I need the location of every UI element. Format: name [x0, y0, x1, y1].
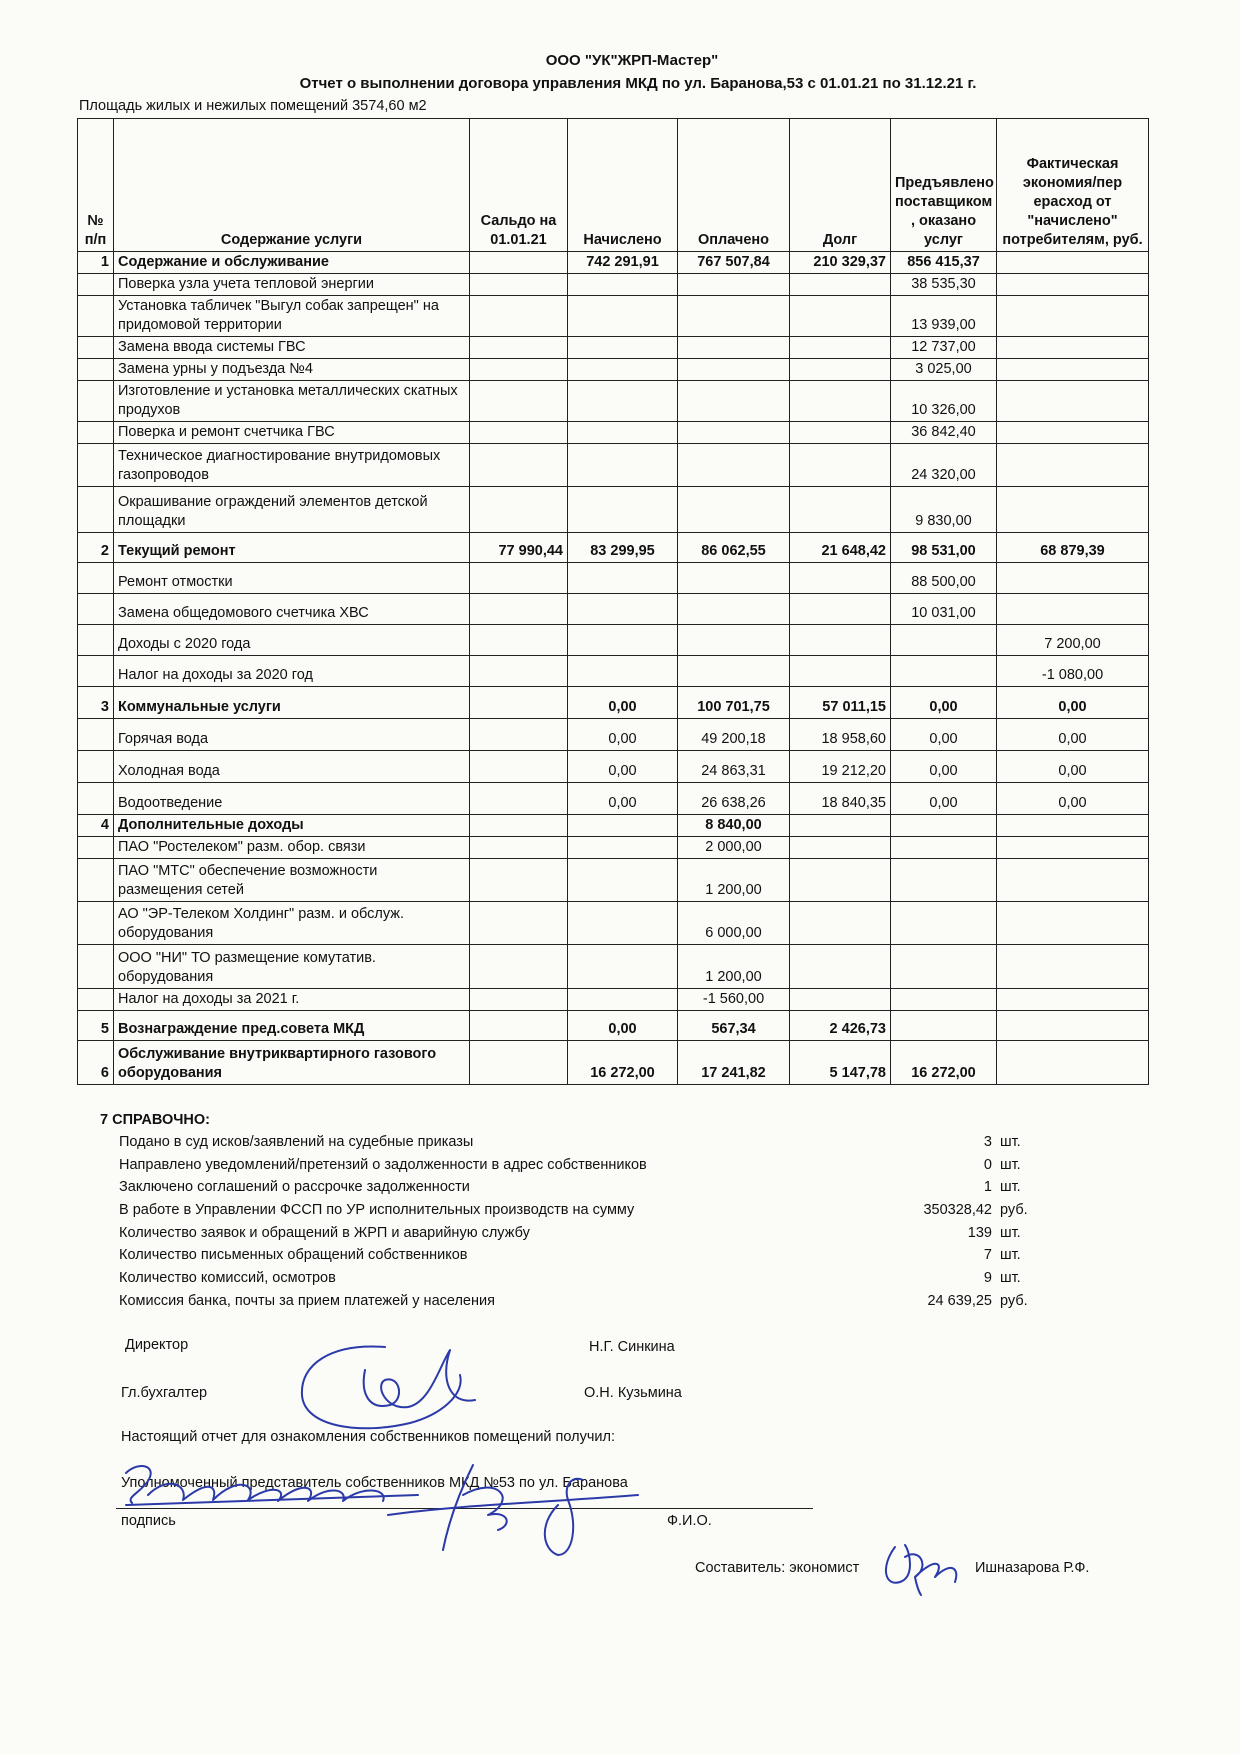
row-saving: [997, 859, 1149, 902]
row-service: Холодная вода: [114, 751, 470, 783]
row-balance: [470, 252, 568, 274]
row-debt: 21 648,42: [790, 533, 891, 563]
row-service: ПАО "МТС" обеспечение возможности размещения сетей: [114, 859, 470, 902]
row-debt: [790, 563, 891, 594]
row-presented: [891, 837, 997, 859]
row-debt: 19 212,20: [790, 751, 891, 783]
table-row: [78, 296, 1149, 337]
row-balance: [470, 563, 568, 594]
row-balance: [470, 815, 568, 837]
row-charged: [568, 274, 678, 296]
row-num: [78, 859, 114, 902]
row-saving: [997, 274, 1149, 296]
compiler-signature: [875, 1537, 965, 1597]
row-balance: [470, 487, 568, 533]
row-paid: 6 000,00: [678, 902, 790, 945]
fio-label: Ф.И.О.: [667, 1513, 712, 1529]
row-debt: [790, 381, 891, 422]
row-balance: [470, 594, 568, 625]
report-title: Отчет о выполнении договора управления МКД по ул. Баранова,53 с 01.01.21 по 31.12.21 г.: [299, 75, 977, 92]
table-row: [78, 533, 1149, 563]
table-row: [78, 687, 1149, 719]
row-balance: [470, 751, 568, 783]
table-row: [78, 902, 1149, 945]
row-service: Ремонт отмостки: [114, 563, 470, 594]
row-charged: [568, 337, 678, 359]
col-header-debt: Долг: [790, 119, 891, 252]
row-balance: [470, 296, 568, 337]
row-debt: [790, 594, 891, 625]
row-debt: 5 147,78: [790, 1041, 891, 1085]
reference-label: Комиссия банка, почты за прием платежей у населения: [119, 1292, 495, 1309]
row-paid: 100 701,75: [678, 687, 790, 719]
reference-unit: шт.: [1000, 1179, 1021, 1196]
row-charged: [568, 296, 678, 337]
row-balance: [470, 274, 568, 296]
reference-unit: шт.: [1000, 1270, 1021, 1287]
row-paid: [678, 625, 790, 656]
row-presented: 13 939,00: [891, 296, 997, 337]
row-presented: 12 737,00: [891, 337, 997, 359]
row-paid: [678, 563, 790, 594]
row-service: Замена общедомового счетчика ХВС: [114, 594, 470, 625]
row-service: Техническое диагностирование внутридомовых газопроводов: [114, 444, 470, 487]
table-row: [78, 837, 1149, 859]
row-saving: 0,00: [997, 687, 1149, 719]
row-balance: [470, 656, 568, 687]
reference-value: 7: [983, 1247, 992, 1264]
row-num: [78, 656, 114, 687]
row-debt: 57 011,15: [790, 687, 891, 719]
row-presented: 88 500,00: [891, 563, 997, 594]
row-num: 3: [78, 687, 114, 719]
row-charged: 0,00: [568, 687, 678, 719]
row-num: [78, 751, 114, 783]
row-debt: [790, 815, 891, 837]
col-header-service: Содержание услуги: [114, 119, 470, 252]
row-charged: [568, 487, 678, 533]
row-num: [78, 719, 114, 751]
row-num: 6: [78, 1041, 114, 1085]
table-row: [78, 625, 1149, 656]
row-balance: [470, 1011, 568, 1041]
row-charged: [568, 422, 678, 444]
table-row: [78, 859, 1149, 902]
reference-label: Количество заявок и обращений в ЖРП и аварийную службу: [119, 1224, 530, 1241]
row-service: Текущий ремонт: [114, 533, 470, 563]
row-saving: -1 080,00: [997, 656, 1149, 687]
row-saving: [997, 422, 1149, 444]
row-saving: [997, 487, 1149, 533]
table-row: [78, 337, 1149, 359]
row-service: Налог на доходы за 2020 год: [114, 656, 470, 687]
row-service: Доходы с 2020 года: [114, 625, 470, 656]
row-debt: [790, 945, 891, 989]
compiler-label: Составитель: экономист: [695, 1560, 860, 1576]
row-saving: [997, 444, 1149, 487]
row-num: [78, 296, 114, 337]
table-row: [78, 945, 1149, 989]
row-presented: 10 031,00: [891, 594, 997, 625]
row-service: Окрашивание ограждений элементов детской площадки: [114, 487, 470, 533]
reference-label: Количество комиссий, осмотров: [119, 1270, 336, 1287]
reference-unit: руб.: [1000, 1292, 1028, 1309]
row-presented: [891, 859, 997, 902]
row-service: АО "ЭР-Телеком Холдинг" разм. и обслуж. оборудования: [114, 902, 470, 945]
row-debt: [790, 902, 891, 945]
row-balance: 77 990,44: [470, 533, 568, 563]
reference-label: Количество письменных обращений собственников: [119, 1247, 468, 1264]
table-row: [78, 422, 1149, 444]
row-service: Коммунальные услуги: [114, 687, 470, 719]
row-balance: [470, 444, 568, 487]
row-charged: 742 291,91: [568, 252, 678, 274]
row-num: [78, 625, 114, 656]
table-row: [78, 359, 1149, 381]
row-balance: [470, 989, 568, 1011]
row-paid: 767 507,84: [678, 252, 790, 274]
row-saving: [997, 563, 1149, 594]
table-row: [78, 487, 1149, 533]
row-debt: [790, 444, 891, 487]
row-charged: [568, 989, 678, 1011]
col-header-num: № п/п: [78, 119, 114, 252]
row-saving: [997, 594, 1149, 625]
row-presented: 16 272,00: [891, 1041, 997, 1085]
row-balance: [470, 625, 568, 656]
row-charged: 0,00: [568, 1011, 678, 1041]
row-debt: 18 840,35: [790, 783, 891, 815]
report-table-body: [78, 252, 1149, 1085]
row-saving: [997, 1041, 1149, 1085]
row-saving: [997, 359, 1149, 381]
table-row: [78, 751, 1149, 783]
row-charged: [568, 837, 678, 859]
reference-item: [100, 1225, 1060, 1248]
row-charged: [568, 815, 678, 837]
reference-label: Подано в суд исков/заявлений на судебные приказы: [119, 1134, 474, 1150]
row-num: 4: [78, 815, 114, 837]
received-note: Настоящий отчет для ознакомления собственников помещений получил:: [121, 1429, 616, 1445]
row-charged: [568, 359, 678, 381]
row-paid: 49 200,18: [678, 719, 790, 751]
accountant-signature: [290, 1335, 490, 1445]
row-balance: [470, 337, 568, 359]
row-paid: [678, 296, 790, 337]
row-charged: [568, 945, 678, 989]
row-saving: 68 879,39: [997, 533, 1149, 563]
table-row: [78, 444, 1149, 487]
row-service: Водоотведение: [114, 783, 470, 815]
row-paid: -1 560,00: [678, 989, 790, 1011]
row-service: Установка табличек "Выгул собак запрещен" на придомовой территории: [114, 296, 470, 337]
reference-unit: руб.: [1000, 1202, 1028, 1219]
table-row: [78, 989, 1149, 1011]
row-paid: [678, 337, 790, 359]
director-name: Н.Г. Синкина: [589, 1339, 675, 1355]
row-num: 2: [78, 533, 114, 563]
row-paid: [678, 444, 790, 487]
row-num: 1: [78, 252, 114, 274]
row-service: ООО "НИ" ТО размещение комутатив. оборудования: [114, 945, 470, 989]
reference-unit: шт.: [1000, 1134, 1021, 1150]
reference-label: Заключено соглашений о рассрочке задолженности: [119, 1179, 470, 1196]
row-balance: [470, 381, 568, 422]
row-paid: 86 062,55: [678, 533, 790, 563]
company-name: ООО "УК"ЖРП-Мастер": [545, 52, 719, 69]
table-row: [78, 656, 1149, 687]
reference-value: 0: [983, 1156, 992, 1173]
report-table: [77, 118, 1149, 1085]
reference-value: 3: [983, 1134, 992, 1150]
reference-value: 1: [983, 1179, 992, 1196]
row-presented: [891, 656, 997, 687]
row-debt: [790, 859, 891, 902]
row-service: Дополнительные доходы: [114, 815, 470, 837]
table-row: [78, 1041, 1149, 1085]
reference-list: [100, 1134, 1060, 1316]
col-header-charged: Начислено: [568, 119, 678, 252]
row-num: [78, 563, 114, 594]
row-num: [78, 359, 114, 381]
row-num: [78, 381, 114, 422]
row-num: 5: [78, 1011, 114, 1041]
reference-item: [100, 1293, 1060, 1316]
row-saving: 0,00: [997, 719, 1149, 751]
row-balance: [470, 837, 568, 859]
row-balance: [470, 859, 568, 902]
col-header-saving: Фактическая экономия/пер ерасход от "начислено" потребителям, руб.: [997, 119, 1149, 252]
reference-value: 24 639,25: [927, 1292, 992, 1309]
row-presented: 98 531,00: [891, 533, 997, 563]
row-paid: [678, 274, 790, 296]
row-presented: [891, 1011, 997, 1041]
row-presented: 24 320,00: [891, 444, 997, 487]
col-header-paid: Оплачено: [678, 119, 790, 252]
row-num: [78, 274, 114, 296]
row-num: [78, 337, 114, 359]
accountant-label: Гл.бухгалтер: [121, 1385, 208, 1401]
reference-unit: шт.: [1000, 1224, 1021, 1241]
reference-title: 7 СПРАВОЧНО:: [100, 1112, 211, 1128]
row-presented: [891, 815, 997, 837]
row-balance: [470, 945, 568, 989]
row-debt: 18 958,60: [790, 719, 891, 751]
row-paid: 1 200,00: [678, 859, 790, 902]
row-charged: [568, 594, 678, 625]
row-balance: [470, 359, 568, 381]
row-saving: 0,00: [997, 783, 1149, 815]
reference-item: [100, 1134, 1060, 1157]
compiler-name: Ишназарова Р.Ф.: [975, 1560, 1090, 1576]
table-row: [78, 815, 1149, 837]
row-num: [78, 837, 114, 859]
representative-signature: [118, 1455, 778, 1565]
row-debt: [790, 837, 891, 859]
sign-label: подпись: [121, 1513, 176, 1529]
row-service: Замена урны у подъезда №4: [114, 359, 470, 381]
reference-unit: шт.: [1000, 1247, 1021, 1264]
reference-item: [100, 1247, 1060, 1270]
row-balance: [470, 687, 568, 719]
row-saving: [997, 837, 1149, 859]
row-presented: 856 415,37: [891, 252, 997, 274]
row-debt: [790, 989, 891, 1011]
director-label: Директор: [125, 1337, 189, 1353]
row-debt: [790, 359, 891, 381]
row-saving: [997, 337, 1149, 359]
row-paid: [678, 487, 790, 533]
row-debt: 210 329,37: [790, 252, 891, 274]
row-saving: [997, 296, 1149, 337]
row-presented: 38 535,30: [891, 274, 997, 296]
row-balance: [470, 1041, 568, 1085]
row-service: Содержание и обслуживание: [114, 252, 470, 274]
row-saving: [997, 252, 1149, 274]
table-row: [78, 381, 1149, 422]
row-presented: 0,00: [891, 687, 997, 719]
reference-item: [100, 1179, 1060, 1202]
row-saving: [997, 815, 1149, 837]
reference-label: В работе в Управлении ФССП по УР исполнительных производств на сумму: [119, 1202, 635, 1219]
row-presented: 10 326,00: [891, 381, 997, 422]
row-balance: [470, 902, 568, 945]
reference-item: [100, 1270, 1060, 1293]
reference-unit: шт.: [1000, 1156, 1021, 1173]
row-num: [78, 783, 114, 815]
row-presented: [891, 945, 997, 989]
row-service: Горячая вода: [114, 719, 470, 751]
row-saving: 7 200,00: [997, 625, 1149, 656]
row-paid: 26 638,26: [678, 783, 790, 815]
area-note: Площадь жилых и нежилых помещений 3574,60 м2: [79, 98, 427, 114]
row-balance: [470, 719, 568, 751]
reference-value: 9: [983, 1270, 992, 1287]
row-paid: 24 863,31: [678, 751, 790, 783]
row-num: [78, 422, 114, 444]
row-debt: [790, 296, 891, 337]
row-num: [78, 594, 114, 625]
row-num: [78, 487, 114, 533]
row-saving: 0,00: [997, 751, 1149, 783]
row-paid: [678, 656, 790, 687]
row-charged: [568, 656, 678, 687]
row-debt: [790, 487, 891, 533]
table-row: [78, 274, 1149, 296]
row-saving: [997, 1011, 1149, 1041]
row-charged: 83 299,95: [568, 533, 678, 563]
reference-item: [100, 1202, 1060, 1225]
row-paid: 1 200,00: [678, 945, 790, 989]
table-row: [78, 783, 1149, 815]
row-saving: [997, 381, 1149, 422]
row-service: Обслуживание внутриквартирного газового оборудования: [114, 1041, 470, 1085]
reference-label: Направлено уведомлений/претензий о задолженности в адрес собственников: [119, 1156, 647, 1173]
row-charged: 0,00: [568, 783, 678, 815]
row-paid: [678, 594, 790, 625]
col-header-balance: Сальдо на 01.01.21: [470, 119, 568, 252]
row-presented: [891, 989, 997, 1011]
row-paid: 2 000,00: [678, 837, 790, 859]
table-row: [78, 252, 1149, 274]
row-presented: 0,00: [891, 751, 997, 783]
table-row: [78, 594, 1149, 625]
reference-value: 350328,42: [923, 1202, 992, 1219]
reference-section: [100, 1112, 1060, 1316]
row-paid: 8 840,00: [678, 815, 790, 837]
row-debt: [790, 337, 891, 359]
row-service: Поверка узла учета тепловой энергии: [114, 274, 470, 296]
row-paid: 567,34: [678, 1011, 790, 1041]
row-paid: [678, 422, 790, 444]
row-presented: [891, 625, 997, 656]
col-header-presented: Предъявлено поставщиком , оказано услуг: [891, 119, 997, 252]
row-presented: 0,00: [891, 719, 997, 751]
row-charged: [568, 859, 678, 902]
row-saving: [997, 902, 1149, 945]
row-num: [78, 989, 114, 1011]
row-presented: 0,00: [891, 783, 997, 815]
row-presented: [891, 902, 997, 945]
table-row: [78, 1011, 1149, 1041]
row-debt: [790, 656, 891, 687]
table-row: [78, 719, 1149, 751]
row-service: Замена ввода системы ГВС: [114, 337, 470, 359]
representative-label: Уполномоченный представитель собственников МКД №53 по ул. Баранова: [121, 1475, 628, 1491]
row-paid: 17 241,82: [678, 1041, 790, 1085]
row-debt: [790, 625, 891, 656]
row-debt: [790, 422, 891, 444]
row-charged: [568, 381, 678, 422]
row-num: [78, 444, 114, 487]
row-paid: [678, 381, 790, 422]
row-presented: 9 830,00: [891, 487, 997, 533]
row-service: Налог на доходы за 2021 г.: [114, 989, 470, 1011]
row-charged: [568, 625, 678, 656]
accountant-name: О.Н. Кузьмина: [584, 1385, 682, 1401]
reference-item: [100, 1157, 1060, 1180]
row-charged: [568, 563, 678, 594]
row-presented: 36 842,40: [891, 422, 997, 444]
row-num: [78, 945, 114, 989]
row-charged: [568, 444, 678, 487]
row-charged: 0,00: [568, 751, 678, 783]
reference-value: 139: [967, 1224, 992, 1241]
row-balance: [470, 783, 568, 815]
row-saving: [997, 945, 1149, 989]
row-paid: [678, 359, 790, 381]
row-service: ПАО "Ростелеком" разм. обор. связи: [114, 837, 470, 859]
row-saving: [997, 989, 1149, 1011]
row-service: Изготовление и установка металлических скатных продухов: [114, 381, 470, 422]
table-row: [78, 563, 1149, 594]
row-debt: 2 426,73: [790, 1011, 891, 1041]
row-debt: [790, 274, 891, 296]
row-charged: 16 272,00: [568, 1041, 678, 1085]
row-charged: [568, 902, 678, 945]
row-presented: 3 025,00: [891, 359, 997, 381]
row-num: [78, 902, 114, 945]
row-service: Поверка и ремонт счетчика ГВС: [114, 422, 470, 444]
row-balance: [470, 422, 568, 444]
row-charged: 0,00: [568, 719, 678, 751]
row-service: Вознаграждение пред.совета МКД: [114, 1011, 470, 1041]
